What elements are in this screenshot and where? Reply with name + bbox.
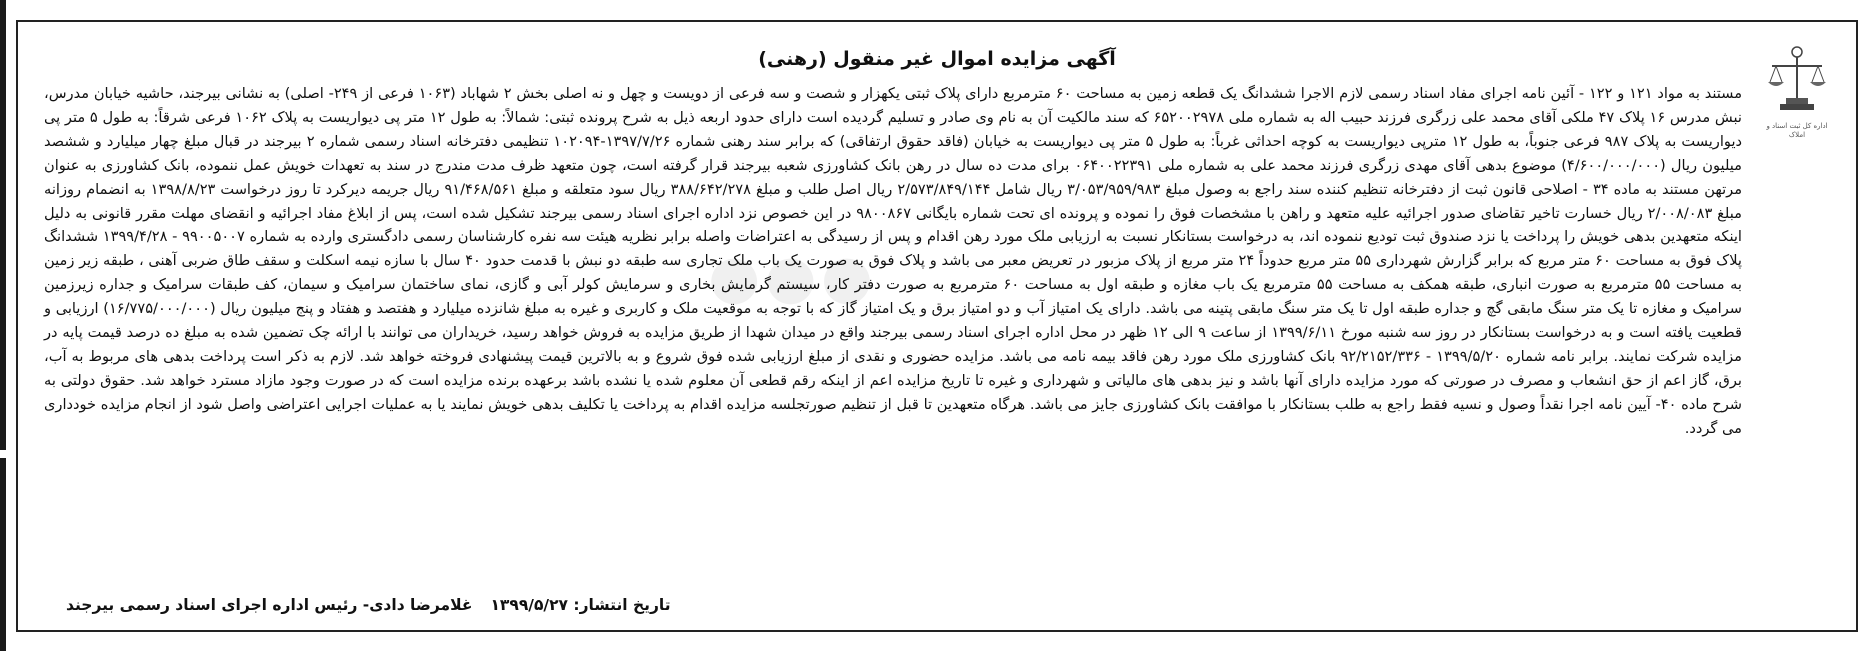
notice-footer <box>48 596 671 614</box>
publication-date: تاریخ انتشار: ۱۳۹۹/۵/۲۷ <box>490 596 671 614</box>
notice-paragraph: مستند به مواد ۱۲۱ و ۱۲۲ - آئین نامه اجرای مفاد اسناد رسمی لازم الاجرا ششدانگ یک قطعه زمین به مساحت ۶۰ مترمربع دارای پلاک ثبتی یکهزار و شصت و سه فرعی از دویست و چهل و نه اصلی بخش ۲ شهاباد (۱۰۶۳ فرعی از ۲۴۹- اصلی) به نشانی بیرجند، حاشیه خیابان مدرس، نبش مدرس ۱۶ پلاک ۴۷ ملکی آقای محمد علی زرگری فرزند حبیب اله به شماره ملی ۶۵۲۰۰۲۹۷۸ که سند مالکیت آن به نام وی صادر و تسلیم گردیده است دارای حدود اربعه ذیل به شرح پرونده ثبتی: شمالاً: به طول ۱۲ متر پی دیواریست به پلاک ۱۰۶۲ فرعی شرقاً: به طول ۵ متر پی دیواریست به پلاک ۹۸۷ فرعی جنوباً، به طول ۱۲ مترپی دیواریست به کوچه احداثی غرباً: به طول ۵ متر پی دیواریست به خیابان (فاقد حقوق ارتفاقی) که برابر سند رهنی شماره ۱۳۹۷/۷/۲۶-۱۰۲۰۹۴ تنظیمی دفترخانه اسناد رسمی شماره ۲ بیرجند در قبال مبلغ چهار میلیارد و ششصد میلیون ریال (۴/۶۰۰/۰۰۰/۰۰۰) موضوع بدهی آقای مهدی زرگری فرزند محمد علی به شماره ملی ۰۶۴۰۰۲۲۳۹۱ برای مدت ده سال در رهن بانک کشاورزی شعبه بیرجند قرار گرفته است، چون متعهد ظرف مدت مندرج در سند به تعهدات خویش عمل ننموده، بانک کشاورزی به عنوان مرتهن مستند به ماده ۳۴ - اصلاحی قانون ثبت از دفترخانه تنظیم کننده سند راجع به وصول مبلغ ۳/۰۵۳/۹۵۹/۹۸۳ ریال شامل ۲/۵۷۳/۸۴۹/۱۴۴ ریال اصل طلب و مبلغ ۳۸۸/۶۴۲/۲۷۸ ریال سود متعلقه و مبلغ ۹۱/۴۶۸/۵۶۱ ریال جریمه دیرکرد تا روز درخواست ۱۳۹۸/۸/۲۳ به انضمام روزانه مبلغ ۲/۰۰۸/۰۸۳ ریال خسارت تاخیر تقاضای صدور اجرائیه علیه متعهد و راهن با مشخصات فوق را نموده و پرونده ای تحت شماره بایگانی ۹۸۰۰۸۶۷ در این خصوص نزد اداره اجرای اسناد رسمی بیرجند تشکیل شده است، پس از ابلاغ مفاد اجرائیه و انقضای مهلت مقرر قانونی به دلیل اینکه متعهدین بدهی خویش را پرداخت یا نزد صندوق ثبت تودیع ننموده اند، به درخواست بستانکار نسبت به ارزیابی ملک مورد رهن اقدام و پس از رسیدگی به اعتراضات واصله برابر نظریه هیئت سه نفره کارشناسان رسمی دادگستری وارده به شماره ۹۹۰۰۵۰۰۷ - ۱۳۹۹/۴/۲۸ ششدانگ پلاک فوق به مساحت ۶۰ متر مربع که برابر گزارش شهرداری ۵۵ متر مربع حدوداً ۲۴ متر مربع از پلاک مزبور در تعریض معبر می باشد و پلاک فوق به صورت یک باب ملک تجاری سه طبقه دو نبش با قدمت حدود ۴۰ سال با سازه نیمه اسکلت و سقف طاق ضربی آهنی ، طبقه زیر زمین به مساحت ۵۵ مترمربع به صورت انباری، طبقه همکف به مساحت ۵۵ مترمربع یک باب مغازه و طبقه اول به مساحت ۶۰ مترمربع به صورت دفتر کار، سیستم گرمایش بخاری و سرمایش کولر آبی و گازی، نمای ساختمان سرامیک و سیمان، کف طبقات سرامیک و جداره زیرزمین سرامیک و مغازه تا یک متر سنگ مابقی گچ و جداره طبقه اول تا یک متر سنگ مابقی پتینه می باشد. دارای یک امتیاز آب و دو امتیاز برق و یک امتیاز گاز که با توجه به موقعیت ملک و کاربری و غیره به مبلغ شانزده میلیارد و هفتصد و هفتاد و پنج میلیون ریال (۱۶/۷۷۵/۰۰۰/۰۰۰) ارزیابی و قطعیت یافته است و به درخواست بستانکار در روز سه شنبه مورخ ۱۳۹۹/۶/۱۱ از ساعت ۹ الی ۱۲ ظهر در محل اداره اجرای اسناد رسمی بیرجند واقع در میدان شهدا از طریق مزایده به فروش خواهد رسید، خریداران می توانند با ارائه چک تضمین شده به مبلغ ده درصد قیمت پایه در مزایده شرکت نمایند. برابر نامه شماره ۱۳۹۹/۵/۲۰ - ۹۲/۲۱۵۲/۳۳۶ بانک کشاورزی ملک مورد رهن فاقد بیمه نامه می باشد. مزایده حضوری و نقدی از مبلغ ارزیابی شده فوق شروع و به بالاترین قیمت پیشنهادی فروخته خواهد شد. لازم به ذکر است پرداخت بدهی های مربوط به آب، برق، گاز اعم از حق انشعاب و مصرف در صورتی که مورد مزایده دارای آنها باشد و نیز بدهی های مالیاتی و شهرداری و غیره تا تاریخ مزایده اعم از اینکه رقم قطعی آن معلوم شده یا نشده باشد برعهده برنده مزایده است که در صورت وجود مازاد مسترد خواهد شد. حقوق دولتی به شرح ماده ۴۰- آیین نامه اجرا نقداً وصول و نسیه فقط راجع به طلب بستانکار با موافقت بانک کشاورزی جایز می باشد. هرگاه متعهدین تا قبل از تنظیم صورتجلسه مزایده اقدام به پرداخت یا تکلیف بدهی خویش نمایند یا به عملیات اجرایی اعتراضی واصل شود از انجام مزایده خودداری می گردد. <box>44 85 1743 437</box>
auction-notice <box>16 20 1858 632</box>
watermark: ●●● <box>708 242 878 312</box>
left-edge-bar <box>0 0 6 450</box>
left-edge-bar-lower <box>0 458 6 651</box>
signatory: غلامرضا دادی- رئیس اداره اجرای اسناد رسمی بیرجند <box>66 596 473 614</box>
notice-title: آگهی مزایده اموال غیر منقول (رهنی) <box>758 48 1116 70</box>
notice-body <box>44 82 1834 441</box>
logo-caption: اداره کل ثبت اسناد و املاک <box>1766 122 1828 139</box>
